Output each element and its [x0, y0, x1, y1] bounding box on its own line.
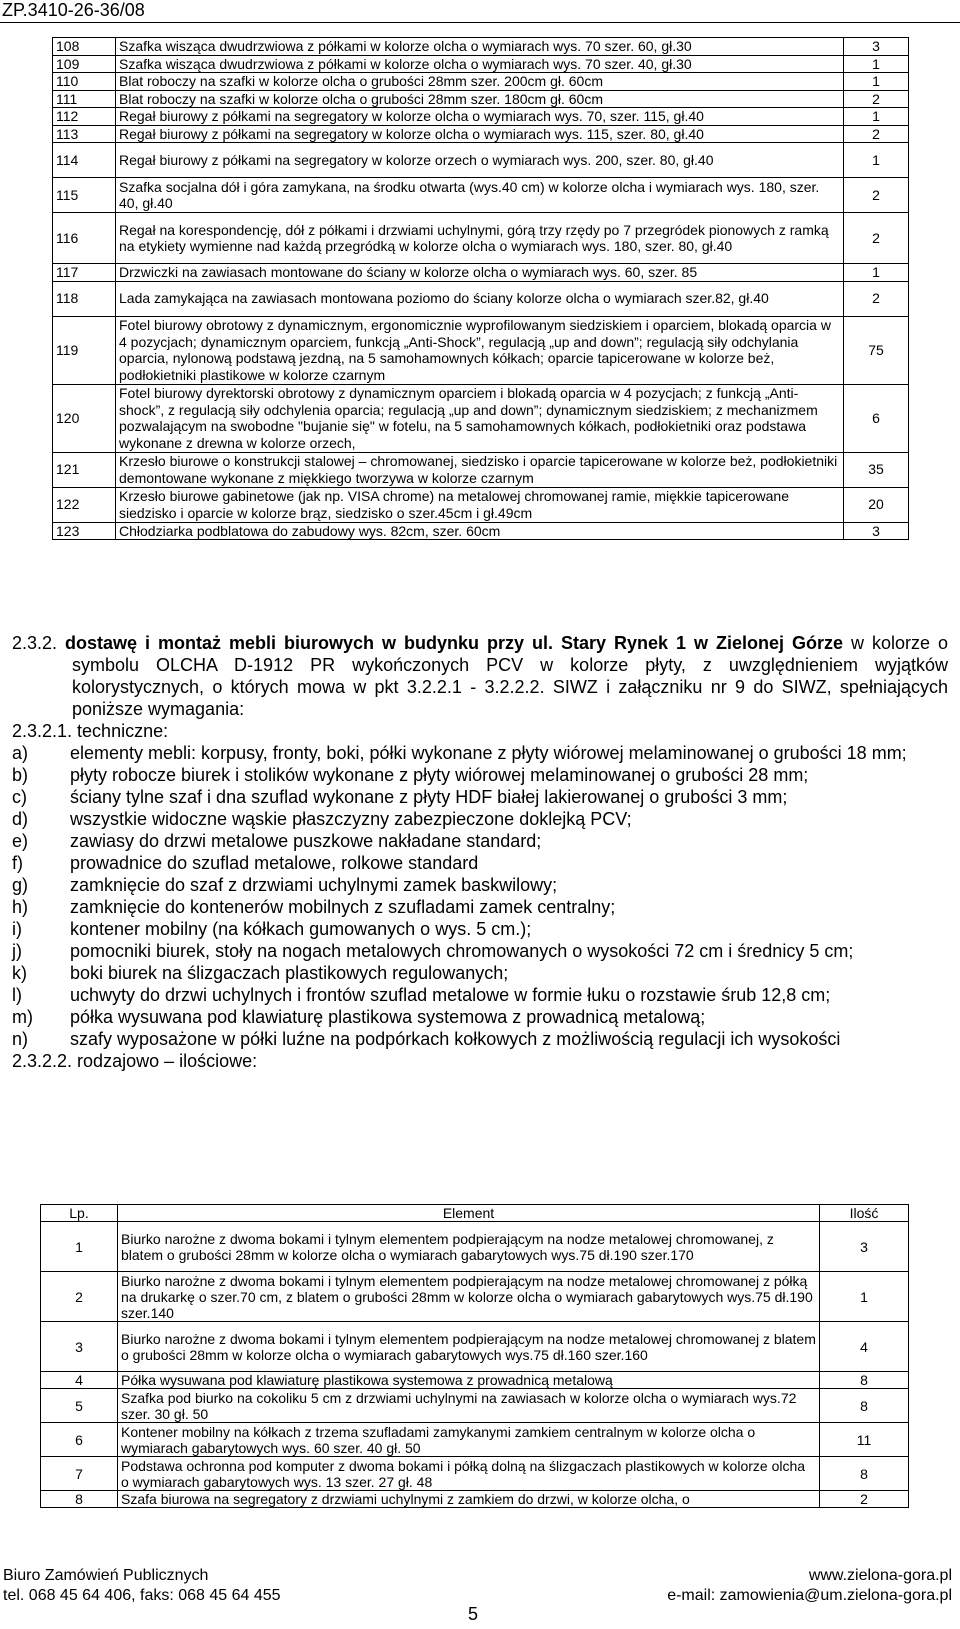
requirement-letter: d): [12, 809, 29, 829]
item-description: Szafka wisząca dwudrzwiowa z półkami w kolorze olcha o wymiarach wys. 70 szer. 40, gł.30: [116, 55, 844, 73]
requirement-letter: b): [12, 765, 29, 785]
requirement-item: [12, 786, 948, 808]
row-element: Kontener mobilny na kółkach z trzema szufladami zamykanymi zamkiem centralnym w kolorze olcha o wymiarach gabarytowych wys. 60 szer. 40 gł. 50: [118, 1423, 820, 1457]
row-number: 3: [41, 1322, 118, 1372]
section-heading-text: w kolorze o symbolu OLCHA D-1912 PR wykończonych PCV w kolorze płyty, z uwzględnieniem wyjątków kolorystycznych, o których mowa w pkt 3.2.2.1 - 3.2.2.2. SIWZ i załączniku nr 9 do SIWZ, spełniających poniższe wymagania:: [72, 633, 948, 719]
row-element: Biurko narożne z dwoma bokami i tylnym elementem podpierającym na nodze metalowej chromowanej z półką na drukarkę o szer.70 cm, z blatem o grubości 28mm w kolorze olcha o wymiarach gabarytowych wys.75 dł.190 szer.140: [118, 1272, 820, 1322]
item-description: Szafka wisząca dwudrzwiowa z półkami w kolorze olcha o wymiarach wys. 70 szer. 60, gł.30: [116, 38, 844, 56]
item-number: 116: [53, 213, 116, 264]
row-element: Biurko narożne z dwoma bokami i tylnym elementem podpierającym na nodze metalowej chromowanej, z blatem o grubości 28mm w kolorze olcha o wymiarach gabarytowych wys.75 dł.190 szer.170: [118, 1222, 820, 1272]
item-description: Krzesło biurowe o konstrukcji stalowej – chromowanej, siedzisko i oparcie tapicerowane w kolorze beż, podłokietniki demontowane wykonane z miękkiego tworzywa w kolorze czarnym: [116, 452, 844, 487]
header-qty: Ilość: [820, 1205, 909, 1222]
item-number: 118: [53, 281, 116, 316]
item-number: 112: [53, 108, 116, 126]
table-row: [41, 1222, 909, 1272]
item-description: Regał na korespondencję, dół z półkami i drzwiami uchylnymi, górą trzy rzędy po 7 przegródek pionowych z ramką na etykiety wymienne nad każdą przegródką w kolorze olcha o wymiarach wys. 180, szer. 80, gł.40: [116, 213, 844, 264]
row-element: Szafka pod biurko na cokoliku 5 cm z drzwiami uchylnymi na zawiasach w kolorze olcha o wymiarach wys.72 szer. 30 gł. 50: [118, 1389, 820, 1423]
requirement-item: [12, 852, 948, 874]
item-quantity: 2: [844, 178, 909, 213]
item-quantity: 3: [844, 38, 909, 56]
item-number: 122: [53, 487, 116, 522]
item-quantity: 1: [844, 143, 909, 178]
table-row: [53, 316, 909, 384]
requirement-letter: e): [12, 831, 29, 851]
footer-office: Biuro Zamówień Publicznych: [3, 1567, 209, 1584]
requirement-text: półka wysuwana pod klawiaturę plastikowa systemowa z prowadnicą metalową;: [70, 1007, 706, 1027]
requirement-text: kontener mobilny (na kółkach gumowanych o wys. 5 cm.);: [70, 919, 532, 939]
table-row: [53, 38, 909, 56]
requirement-letter: l): [12, 985, 22, 1005]
table-row: [53, 522, 909, 540]
requirement-item: [12, 742, 948, 764]
header-element: Element: [118, 1205, 820, 1222]
requirement-item: [12, 1006, 948, 1028]
table-row: [41, 1322, 909, 1372]
requirement-letter: c): [12, 787, 27, 807]
item-description: Blat roboczy na szafki w kolorze olcha o grubości 28mm szer. 200cm gł. 60cm: [116, 73, 844, 91]
table-row: [41, 1272, 909, 1322]
section-heading: [12, 632, 948, 720]
table-row: [41, 1389, 909, 1423]
item-description: Drzwiczki na zawiasach montowane do ściany w kolorze olcha o wymiarach wys. 60, szer. 85: [116, 264, 844, 282]
section-heading-bold: dostawę i montaż mebli biurowych w budynku przy ul. Stary Rynek 1 w Zielonej Górze: [65, 633, 843, 653]
requirement-letter: n): [12, 1029, 29, 1049]
table-row: [53, 487, 909, 522]
requirement-letter: a): [12, 743, 29, 763]
requirement-item: [12, 896, 948, 918]
item-quantity: 2: [844, 90, 909, 108]
requirement-text: pomocniki biurek, stoły na nogach metalowych chromowanych o wysokości 72 cm i średnicy 5 cm;: [70, 941, 854, 961]
document-reference: ZP.3410-26-36/08: [2, 0, 145, 20]
item-quantity: 6: [844, 384, 909, 452]
item-description: Szafka socjalna dół i góra zamykana, na środku otwarta (wys.40 cm) w kolorze olcha i wymiarach wys. 180, szer. 40, gł.40: [116, 178, 844, 213]
item-description: Blat roboczy na szafki w kolorze olcha o grubości 28mm szer. 180cm gł. 60cm: [116, 90, 844, 108]
table-row: [53, 452, 909, 487]
table-row: [53, 73, 909, 91]
items-table-continued: [52, 37, 909, 540]
table-row: [53, 178, 909, 213]
item-quantity: 1: [844, 108, 909, 126]
requirement-letter: h): [12, 897, 29, 917]
item-description: Regał biurowy z półkami na segregatory w kolorze olcha o wymiarach wys. 115, szer. 80, gł.40: [116, 125, 844, 143]
row-quantity: 2: [820, 1491, 909, 1508]
item-number: 121: [53, 452, 116, 487]
table-row: [53, 55, 909, 73]
table-row: [41, 1372, 909, 1389]
row-number: 5: [41, 1389, 118, 1423]
table-row: [53, 384, 909, 452]
requirement-text: zamknięcie do szaf z drzwiami uchylnymi zamek baskwilowy;: [70, 875, 558, 895]
row-quantity: 8: [820, 1457, 909, 1491]
requirement-letter: g): [12, 875, 29, 895]
item-number: 120: [53, 384, 116, 452]
footer-website[interactable]: www.zielona-gora.pl: [808, 1567, 952, 1584]
item-quantity: 20: [844, 487, 909, 522]
requirement-item: [12, 1028, 948, 1050]
item-number: 113: [53, 125, 116, 143]
row-quantity: 1: [820, 1272, 909, 1322]
row-quantity: 11: [820, 1423, 909, 1457]
item-quantity: 3: [844, 522, 909, 540]
requirement-item: [12, 830, 948, 852]
row-number: 2: [41, 1272, 118, 1322]
requirement-text: prowadnice do szuflad metalowe, rolkowe standard: [70, 853, 479, 873]
requirement-item: [12, 764, 948, 786]
table-row: [41, 1457, 909, 1491]
row-element: Podstawa ochronna pod komputer z dwoma bokami i półką dolną na ślizgaczach plastikowych w kolorze olcha o wymiarach gabarytowych wys. 13 szer. 27 gł. 48: [118, 1457, 820, 1491]
subsection-technical: 2.3.2.1. techniczne:: [12, 721, 169, 741]
item-description: Chłodziarka podblatowa do zabudowy wys. 82cm, szer. 60cm: [116, 522, 844, 540]
table-row: [53, 125, 909, 143]
requirement-text: ściany tylne szaf i dna szuflad wykonane z płyty HDF białej lakierowanej o grubości 3 mm;: [70, 787, 788, 807]
requirement-text: płyty robocze biurek i stolików wykonane z płyty wiórowej melaminowanej o grubości 28 mm;: [70, 765, 809, 785]
requirement-letter: j): [12, 941, 22, 961]
row-number: 4: [41, 1372, 118, 1389]
table-row: [53, 281, 909, 316]
item-number: 111: [53, 90, 116, 108]
requirement-text: zamknięcie do kontenerów mobilnych z szufladami zamek centralny;: [70, 897, 616, 917]
requirement-text: boki biurek na ślizgaczach plastikowych regulowanych;: [70, 963, 509, 983]
row-number: 7: [41, 1457, 118, 1491]
requirement-letter: k): [12, 963, 27, 983]
row-quantity: 8: [820, 1372, 909, 1389]
row-quantity: 3: [820, 1222, 909, 1272]
table-row: [41, 1491, 909, 1508]
row-number: 8: [41, 1491, 118, 1508]
item-number: 108: [53, 38, 116, 56]
requirement-letter: f): [12, 853, 23, 873]
requirement-item: [12, 808, 948, 830]
requirement-text: zawiasy do drzwi metalowe puszkowe nakładane standard;: [70, 831, 542, 851]
item-quantity: 2: [844, 281, 909, 316]
item-number: 119: [53, 316, 116, 384]
table-row: [53, 213, 909, 264]
table-row: [53, 90, 909, 108]
quantities-table: [40, 1204, 909, 1508]
item-number: 114: [53, 143, 116, 178]
item-number: 115: [53, 178, 116, 213]
item-quantity: 1: [844, 55, 909, 73]
item-description: Lada zamykająca na zawiasach montowana poziomo do ściany kolorze olcha o wymiarach szer.82, gł.40: [116, 281, 844, 316]
row-element: Półka wysuwana pod klawiaturę plastikowa systemowa z prowadnicą metalową: [118, 1372, 820, 1389]
row-quantity: 8: [820, 1389, 909, 1423]
item-description: Fotel biurowy obrotowy z dynamicznym, ergonomicznie wyprofilowanym siedziskiem i oparciem, blokadą oparcia w 4 pozycjach; dynamicznym oparciem, funkcją „Anti-Shock”, regulacją „up and down”; regulacją siły odchylania oparcia, nylonową podstawą jezdną, na 5 samohamownych kółkach; oparcie tapicerowane w kolorze beż, podłokietniki plastikowe w kolorze czarnym: [116, 316, 844, 384]
item-description: Fotel biurowy dyrektorski obrotowy z dynamicznym oparciem i blokadą oparcia w 4 pozycjach; z funkcją „Anti-shock”, z regulacją siły odchylenia oparcia; regulacją „up and down”; dynamicznym siedziskiem; z mechanizmem pozwalającym na swobodne "bujanie się" w fotelu, na 5 samohamownych kółkach, podłokietniki oraz podstawa wykonane z drewna w kolorze orzech,: [116, 384, 844, 452]
row-quantity: 4: [820, 1322, 909, 1372]
section-heading-number: 2.3.2.: [12, 633, 58, 653]
table-row: [41, 1423, 909, 1457]
item-description: Krzesło biurowe gabinetowe (jak np. VISA chrome) na metalowej chromowanej ramie, miękkie tapicerowane siedzisko i oparcie w kolorze brąz, siedzisko o szer.45cm i gł.49cm: [116, 487, 844, 522]
row-number: 6: [41, 1423, 118, 1457]
footer-phone: tel. 068 45 64 406, faks: 068 45 64 455: [3, 1587, 281, 1604]
requirement-item: [12, 984, 948, 1006]
requirement-item: [12, 874, 948, 896]
item-quantity: 2: [844, 213, 909, 264]
page-number: 5: [468, 1604, 479, 1624]
subsection-quantities: 2.3.2.2. rodzajowo – ilościowe:: [12, 1051, 258, 1071]
row-number: 1: [41, 1222, 118, 1272]
header-lp: Lp.: [41, 1205, 118, 1222]
requirement-text: wszystkie widoczne wąskie płaszczyzny zabezpieczone doklejką PCV;: [70, 809, 632, 829]
item-quantity: 1: [844, 264, 909, 282]
item-quantity: 35: [844, 452, 909, 487]
item-quantity: 1: [844, 73, 909, 91]
item-number: 117: [53, 264, 116, 282]
requirement-text: uchwyty do drzwi uchylnych i frontów szuflad metalowe w formie łuku o rozstawie śrub 12,8 cm;: [70, 985, 831, 1005]
item-number: 123: [53, 522, 116, 540]
requirement-item: [12, 918, 948, 940]
header-rule: [0, 22, 960, 23]
table-row: [53, 108, 909, 126]
footer-email[interactable]: e-mail: zamowienia@um.zielona-gora.pl: [667, 1587, 952, 1604]
requirements-list: [12, 742, 948, 1050]
requirement-text: szafy wyposażone w półki luźne na podpórkach kołkowych z możliwością regulacji ich wysokości: [70, 1029, 841, 1049]
section-2-3-2: [12, 632, 948, 1072]
requirement-letter: m): [12, 1007, 33, 1027]
requirement-item: [12, 940, 948, 962]
table-row: [53, 264, 909, 282]
table-row: [53, 143, 909, 178]
item-number: 109: [53, 55, 116, 73]
requirement-text: elementy mebli: korpusy, fronty, boki, półki wykonane z płyty wiórowej melaminowanej o grubości 18 mm;: [70, 743, 907, 763]
requirement-letter: i): [12, 919, 22, 939]
item-number: 110: [53, 73, 116, 91]
item-quantity: 2: [844, 125, 909, 143]
requirement-item: [12, 962, 948, 984]
item-description: Regał biurowy z półkami na segregatory w kolorze orzech o wymiarach wys. 200, szer. 80, gł.40: [116, 143, 844, 178]
row-element: Biurko narożne z dwoma bokami i tylnym elementem podpierającym na nodze metalowej chromowanej z blatem o grubości 28mm w kolorze olcha o wymiarach gabarytowych wys.75 dł.160 szer.160: [118, 1322, 820, 1372]
item-quantity: 75: [844, 316, 909, 384]
item-description: Regał biurowy z półkami na segregatory w kolorze olcha o wymiarach wys. 70, szer. 115, gł.40: [116, 108, 844, 126]
row-element: Szafa biurowa na segregatory z drzwiami uchylnymi z zamkiem do drzwi, w kolorze olcha, o: [118, 1491, 820, 1508]
